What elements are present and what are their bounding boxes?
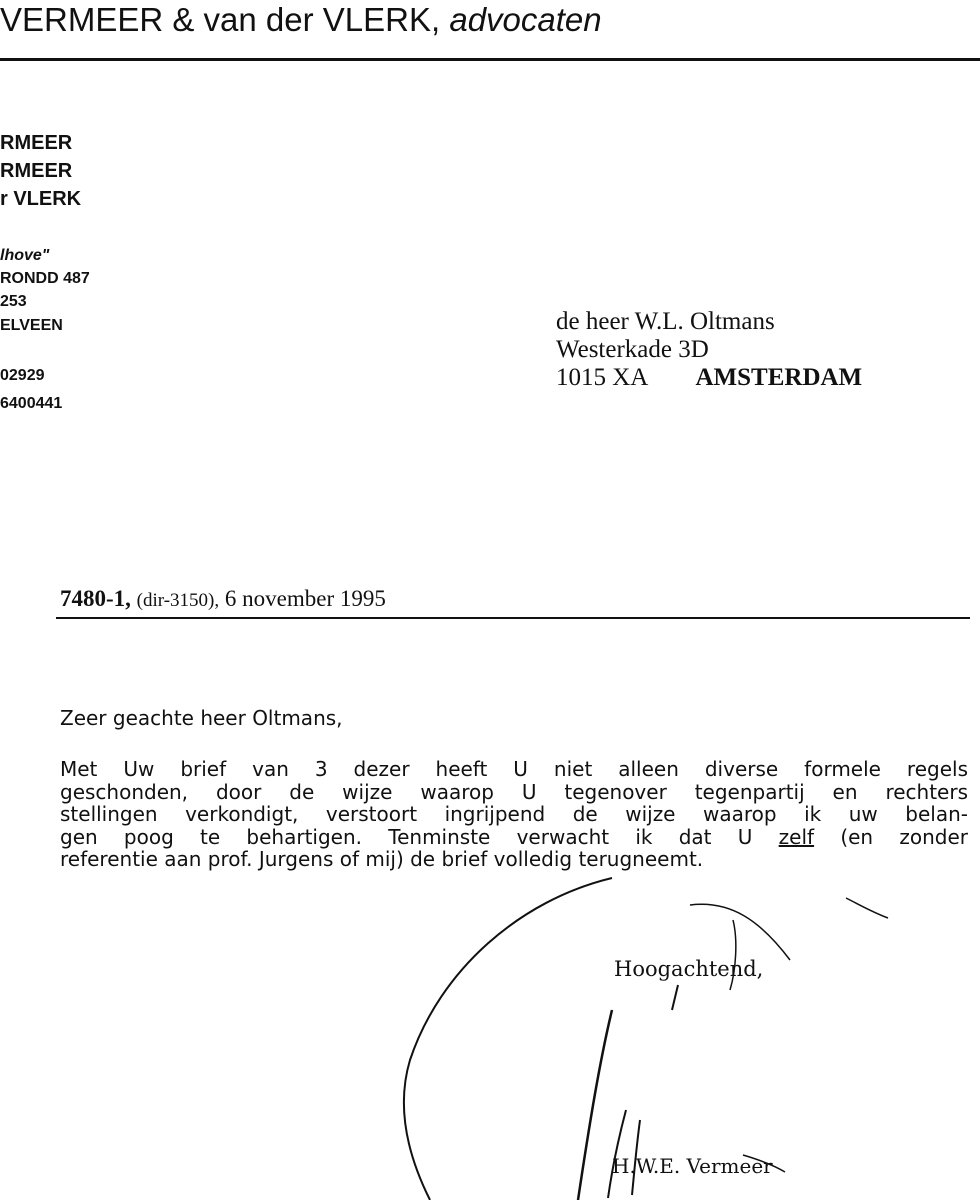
underlined-word: zelf: [778, 824, 815, 849]
recipient-name: de heer W.L. Oltmans: [556, 308, 775, 335]
body-line: stellingen verkondigt, verstoort ingrijpend de wijze waarop ik uw belan-: [60, 802, 968, 826]
recipient-street: Westerkade 3D: [556, 336, 709, 363]
office-city: ELVEEN: [0, 317, 63, 334]
body-line-4-end: (en zonder: [814, 824, 968, 849]
body-line: geschonden, door de wijze waarop U tegenover tegenpartij en rechters: [60, 779, 968, 804]
firm-name: VERMEER & van der VLERK,: [0, 1, 441, 38]
reference-dir: (dir-3150),: [136, 590, 220, 611]
partner-name-3: r VLERK: [0, 188, 82, 210]
office-street: RONDD 487: [0, 270, 90, 287]
signatory-name: H.W.E. Vermeer: [612, 1154, 773, 1178]
recipient-city: AMSTERDAM: [695, 364, 863, 391]
letter-date: 6 november 1995: [224, 586, 386, 611]
salutation: Zeer geachte heer Oltmans,: [60, 706, 343, 730]
recipient-postcode: 1015 XA: [556, 364, 647, 391]
body-line: Met Uw brief van 3 dezer heeft U niet alleen diverse formele regels: [60, 757, 968, 781]
body-line-4-start: gen poog te behartigen. Tenminste verwacht ik dat U: [60, 824, 779, 849]
firm-suffix: advocaten: [449, 1, 602, 38]
office-fax: 6400441: [0, 395, 63, 412]
body-line: referentie aan prof. Jurgens of mij) de brief volledig terugneemt.: [60, 847, 704, 871]
office-building: lhove": [0, 247, 50, 264]
partner-name-2: RMEER: [0, 160, 73, 182]
closing: Hoogachtend,: [614, 957, 764, 981]
partner-name-1: RMEER: [0, 132, 73, 154]
office-phone: 02929: [0, 367, 45, 384]
office-postbox: 253: [0, 293, 27, 310]
reference-number: 7480-1,: [60, 586, 131, 611]
